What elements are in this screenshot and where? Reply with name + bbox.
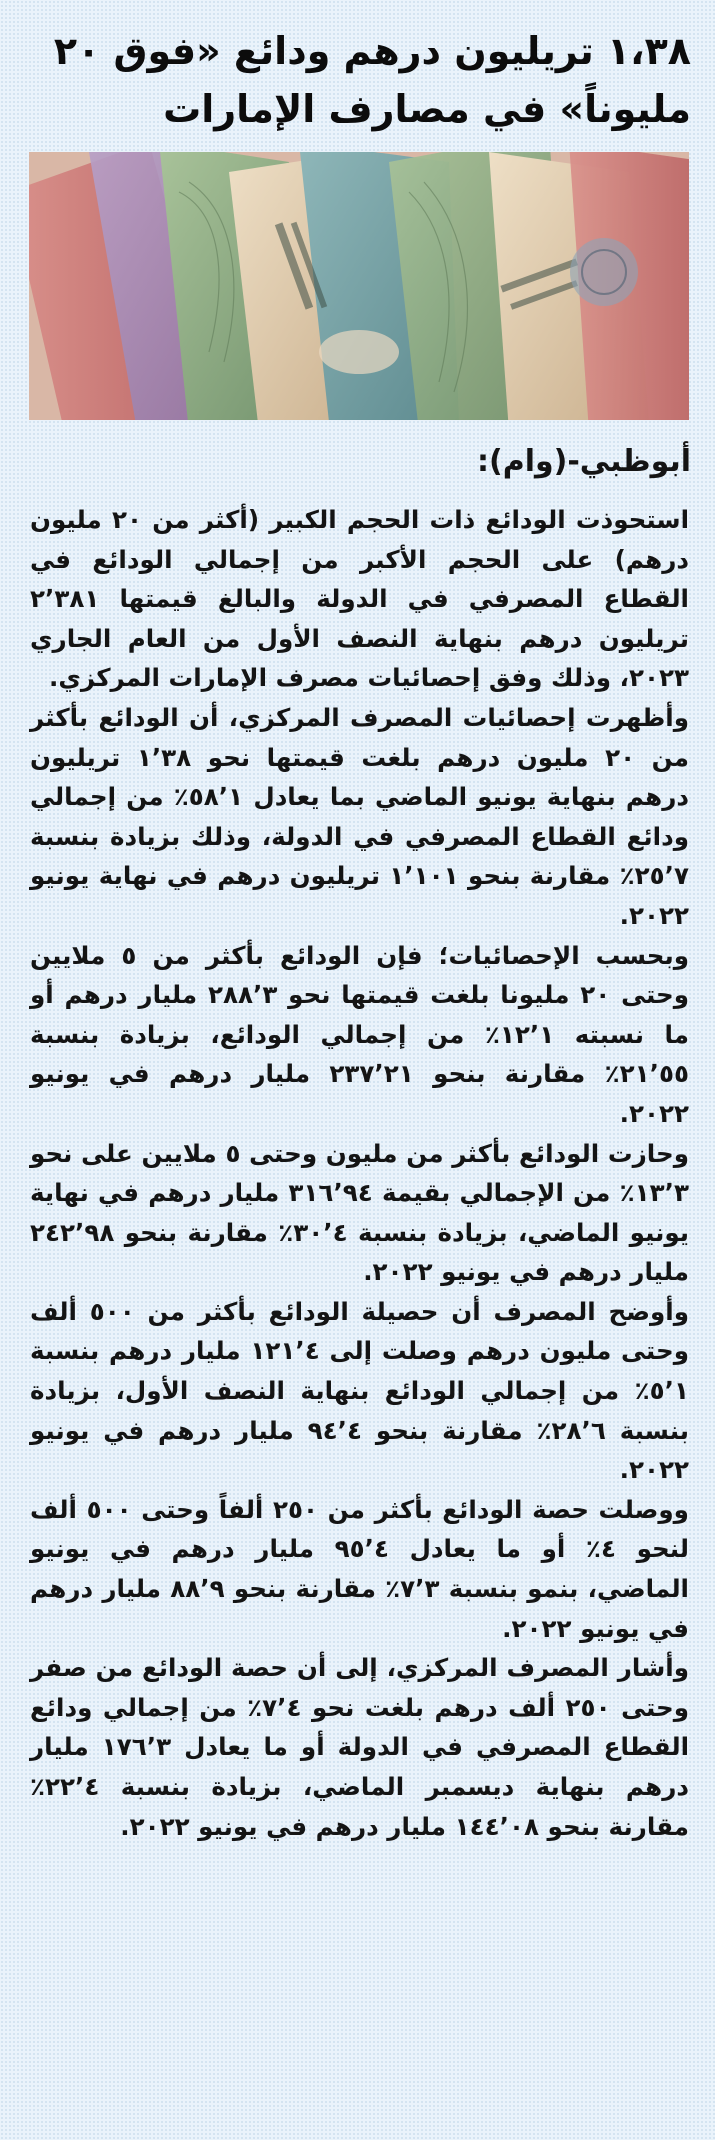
paragraph: وأظهرت إحصائيات المصرف المركزي، أن الودائع بأكثر من ٢٠ مليون درهم بلغت قيمتها نحو ١٬٣٨ تريليون درهم بنهاية يونيو الماضي بما يعادل ٥٨٬١٪ من إجمالي ودائع القطاع المصرفي في الدولة، وذلك بزيادة بنسبة ٢٥٬٧٪ مقارنة بنحو ١٬١٠١ تريليون درهم في نهاية يونيو ٢٠٢٢. [30,702,690,930]
paragraph: استحوذت الودائع ذات الحجم الكبير (أكثر من ٢٠ مليون درهم) على الحجم الأكبر من إجمالي الودائع في القطاع المصرفي في الدولة والبالغ قيمتها ٢٬٣٨١ تريليون درهم بنهاية النصف الأول من العام الجاري ٢٠٢٣، وذلك وفق إحصائيات مصرف الإمارات المركزي. [30,505,689,693]
article-body [20,500,697,1846]
paragraph: وأشار المصرف المركزي، إلى أن حصة الودائع من صفر وحتى ٢٥٠ ألف درهم بلغت نحو ٧٬٤٪ من إجمالي ودائع القطاع المصرفي في الدولة أو ما يعادل ١٧٦٬٣ مليار درهم بنهاية ديسمبر الماضي، بزيادة بنسبة ٢٢٬٤٪ مقارنة بنحو ١٤٤٬٠٨ مليار درهم في يونيو ٢٠٢٢. [30,1653,690,1841]
paragraph: وبحسب الإحصائيات؛ فإن الودائع بأكثر من ٥ ملايين وحتى ٢٠ مليونا بلغت قيمتها نحو ٢٨٨٬٣ مليار درهم أو ما نسبته ١٢٬١٪ من إجمالي الودائع، بزيادة بنسبة ٢١٬٥٥٪ مقارنة بنحو ٢٣٧٬٢١ مليار درهم في يونيو ٢٠٢٢. [30,940,689,1128]
banknotes-illustration [29,152,689,420]
paragraph: وأوضح المصرف أن حصيلة الودائع بأكثر من ٥٠٠ ألف وحتى مليون درهم وصلت إلى ١٢١٬٤ مليار درهم بنسبة ٥٬١٪ من إجمالي الودائع بنهاية النصف الأول، بزيادة بنسبة ٢٨٬٦٪ مقارنة بنحو ٩٤٬٤ مليار درهم في يونيو ٢٠٢٢. [30,1296,689,1485]
paragraph: ووصلت حصة الودائع بأكثر من ٢٥٠ ألفاً وحتى ٥٠٠ ألف لنحو ٤٪ أو ما يعادل ٩٥٬٤ مليار درهم في يونيو الماضي، بنمو بنسبة ٧٬٣٪ مقارنة بنحو ٨٨٬٩ مليار درهم في يونيو ٢٠٢٢. [30,1494,689,1643]
headline: ١،٣٨ تريليون درهم ودائع «فوق ٢٠ مليوناً» في مصارف الإمارات [53,29,691,131]
dateline: أبوظبي-(وام): [477,444,691,479]
banknotes-photo [29,152,689,420]
paragraph: وحازت الودائع بأكثر من مليون وحتى ٥ ملايين على نحو ١٣٬٣٪ من الإجمالي بقيمة ٣١٦٬٩٤ مليار درهم في نهاية يونيو الماضي، بزيادة بنسبة ٣٠٬٤٪ مقارنة بنحو ٢٤٢٬٩٨ مليار درهم في يونيو ٢٠٢٢. [30,1138,690,1287]
